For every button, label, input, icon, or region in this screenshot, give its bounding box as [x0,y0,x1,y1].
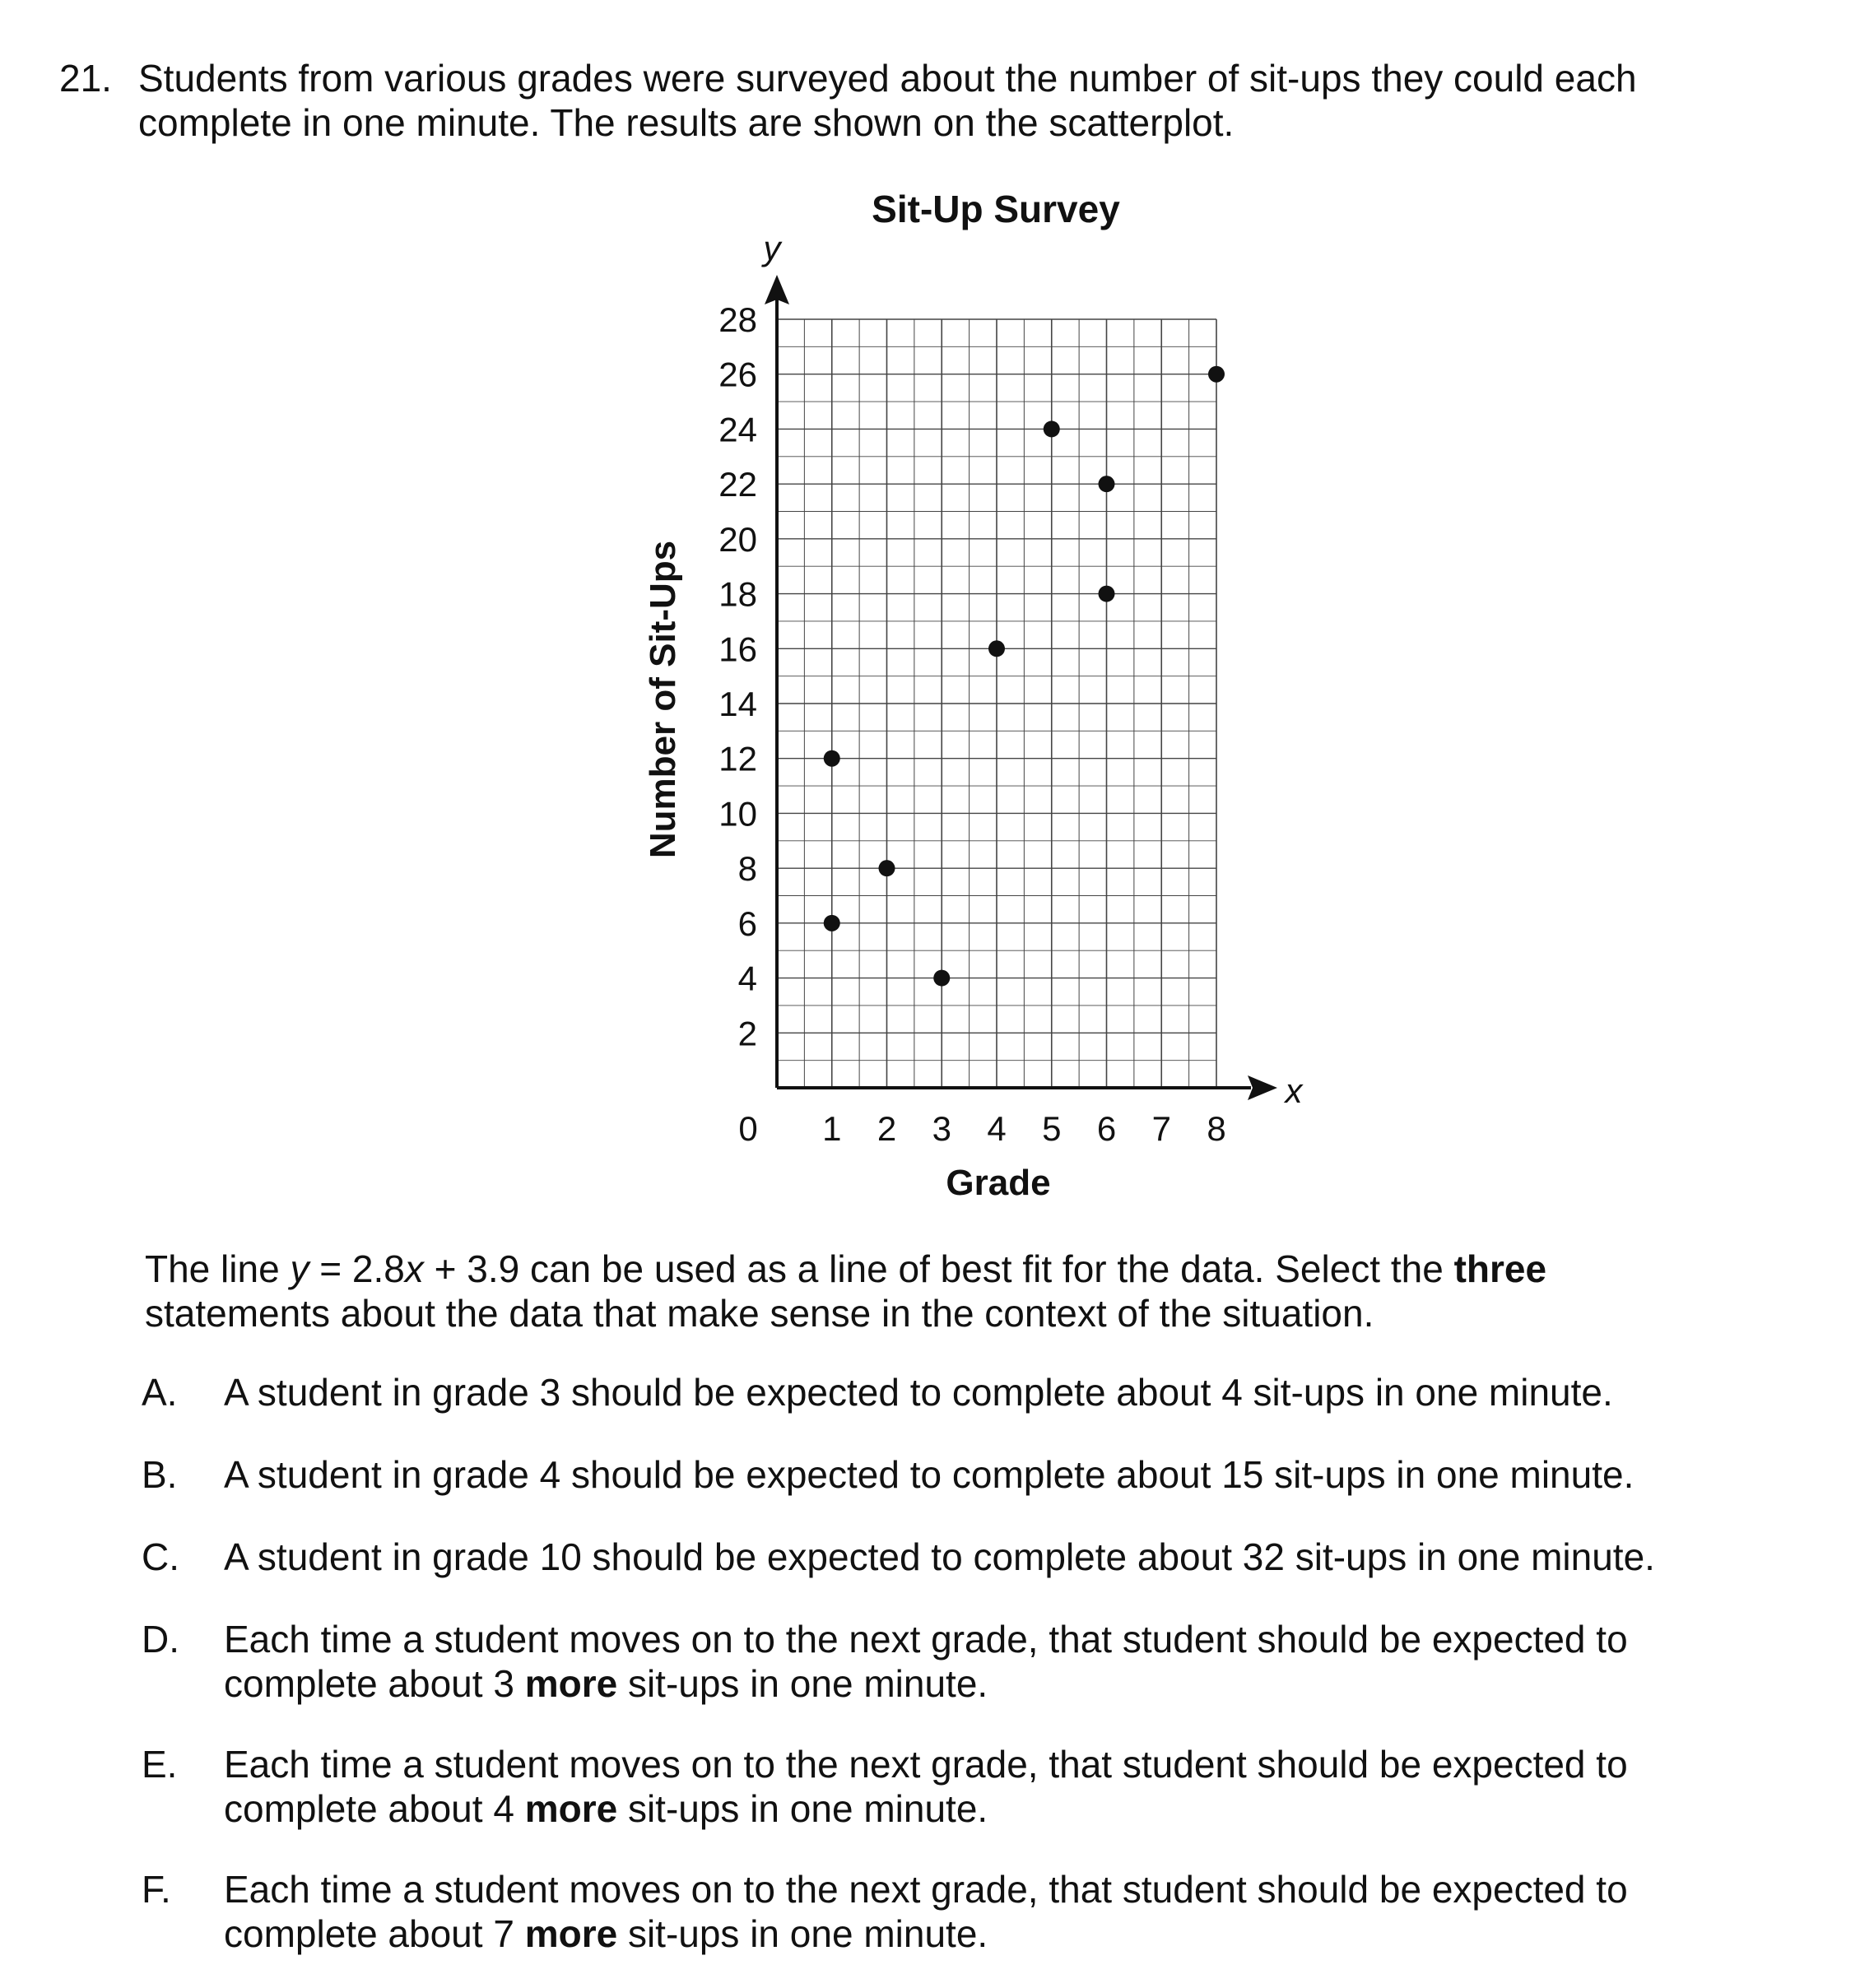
axes [765,275,1277,1100]
data-point [824,750,840,767]
data-point [988,640,1005,657]
y-tick-label: 6 [737,903,757,943]
choice-line2-pre: complete about 7 [224,1912,525,1955]
choice-text [224,1535,1788,1579]
choice-letter: A. [142,1371,178,1414]
data-point [824,915,840,931]
choice-line1: A student in grade 4 should be expected to complete about 15 sit-ups in one minute. [224,1453,1634,1496]
y-tick-label: 16 [718,629,757,669]
y-tick-label: 28 [718,300,757,339]
choice-letter: F. [142,1868,171,1911]
choice-text [224,1867,1788,1956]
y-tick-label: 10 [718,794,757,834]
prompt-text-b: = 2.8 [309,1247,405,1290]
choice-line1: Each time a student moves on to the next grade, that student should be expected to [224,1868,1628,1911]
prompt-line1 [145,1247,1758,1291]
y-tick-label: 12 [718,739,757,778]
chart-title: Sit-Up Survey [872,188,1120,230]
choice-text [224,1742,1788,1831]
origin-label: 0 [738,1109,758,1148]
data-point [1208,366,1225,383]
choice-text [224,1370,1788,1414]
y-tick-label: 24 [718,410,757,449]
y-tick-label: 26 [718,355,757,394]
choice-line2-post: sit-ups in one minute. [617,1912,988,1955]
data-point [933,970,950,987]
choice-line2-bold: more [524,1662,618,1705]
choice-line2 [224,1786,1788,1831]
prompt-x-var: x [404,1247,424,1290]
prompt-line2: statements about the data that make sense in the context of the situation. [145,1292,1374,1335]
choice-line2-pre: complete about 3 [224,1662,525,1705]
choice-text [224,1617,1788,1706]
choice-line2-pre: complete about 4 [224,1787,525,1830]
choice-line2 [224,1661,1788,1706]
x-tick-label: 2 [877,1109,897,1148]
x-axis-letter: x [1285,1071,1303,1110]
question-number: 21. [59,57,112,100]
choice-line1: A student in grade 10 should be expected to complete about 32 sit-ups in one minute. [224,1535,1655,1578]
question-stem-line1: Students from various grades were surveyed about the number of sit-ups they could each [138,57,1637,100]
x-tick-label: 1 [822,1109,842,1148]
prompt-y-var: y [290,1247,309,1290]
choice-line2-post: sit-ups in one minute. [617,1662,988,1705]
x-tick-label: 3 [932,1109,951,1148]
x-tick-label: 7 [1151,1109,1171,1148]
choice-line2-bold: more [524,1787,618,1830]
data-point [879,860,895,876]
grid-lines [777,319,1216,1088]
x-axis-arrow [1248,1075,1277,1100]
prompt [145,1247,1758,1335]
y-tick-label: 22 [718,465,757,504]
choice-letter: B. [142,1453,178,1496]
y-axis-letter: y [763,229,781,267]
data-point [1044,420,1060,437]
question-stem-line2: complete in one minute. The results are shown on the scatterplot. [138,101,1235,144]
y-axis-label: Number of Sit-Ups [643,540,683,859]
choice-letter: C. [142,1535,179,1578]
choice-line1: Each time a student moves on to the next grade, that student should be expected to [224,1618,1628,1661]
y-tick-label: 20 [718,519,757,559]
x-tick-label: 8 [1207,1109,1226,1148]
y-tick-label: 2 [737,1014,757,1053]
choice-line1: Each time a student moves on to the next grade, that student should be expected to [224,1743,1628,1786]
x-tick-label: 6 [1096,1109,1117,1148]
x-axis-label: Grade [946,1163,1051,1203]
choice-line2-bold: more [524,1912,618,1955]
y-tick-label: 18 [718,574,757,614]
choice-line2-post: sit-ups in one minute. [617,1787,988,1830]
choice-line1: A student in grade 3 should be expected to complete about 4 sit-ups in one minute. [224,1371,1613,1414]
data-point [1099,586,1115,602]
y-tick-label: 14 [718,685,757,723]
data-point [1099,476,1115,492]
choice-letter: D. [142,1618,179,1661]
y-tick-label: 4 [737,959,757,998]
tick-labels [718,300,1225,1148]
choice-letter: E. [142,1743,178,1786]
choice-text [224,1452,1788,1497]
prompt-bold-three: three [1453,1247,1547,1290]
y-tick-label: 8 [737,849,757,889]
choice-line2 [224,1911,1788,1956]
prompt-text-c: + 3.9 can be used as a line of best fit for the data. Select the [423,1247,1454,1290]
x-tick-label: 4 [987,1109,1007,1148]
prompt-text-a: The line [145,1247,291,1290]
x-tick-label: 5 [1042,1109,1062,1148]
